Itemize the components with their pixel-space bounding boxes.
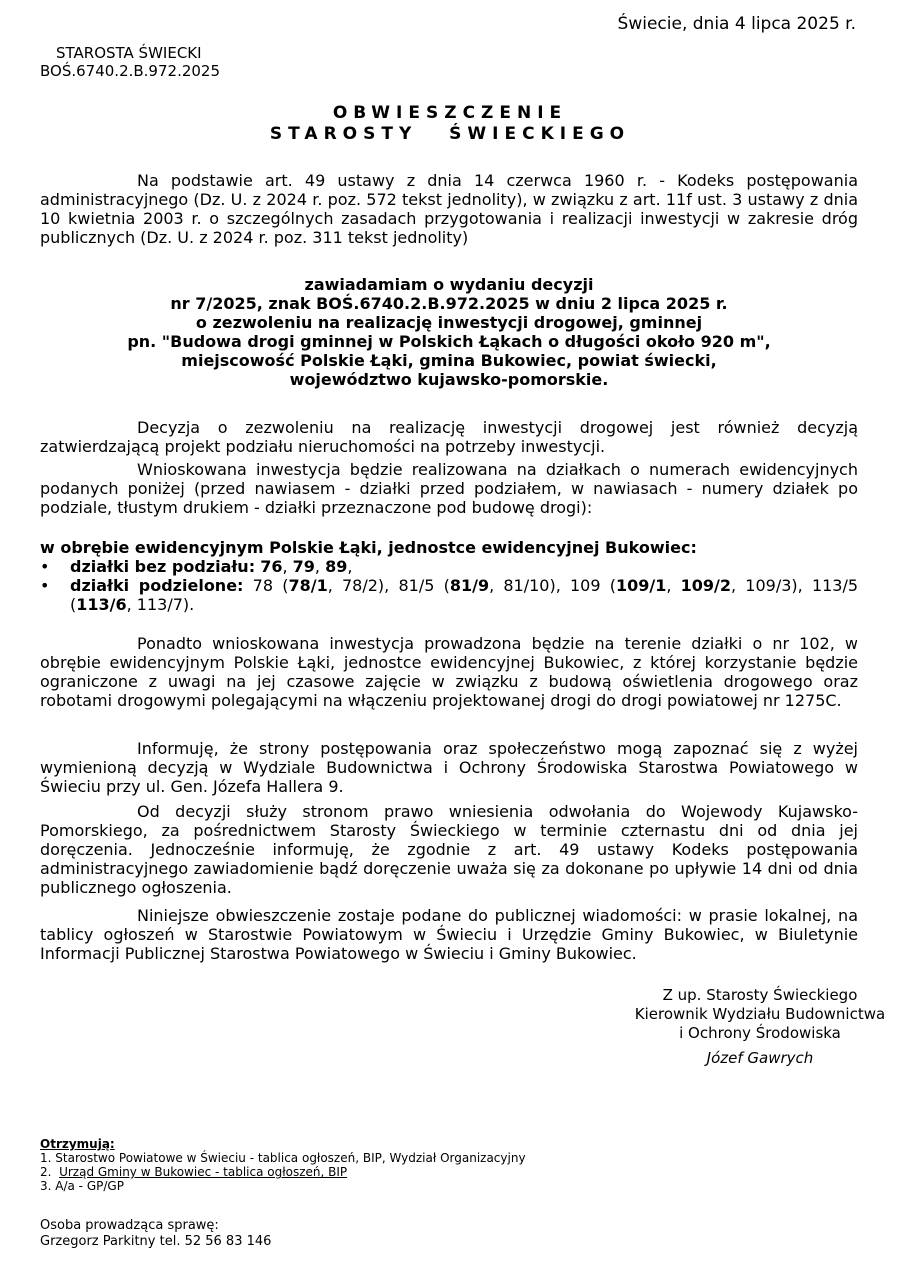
parcel-number: 81/9 [449,576,490,595]
signature-line-1: Z up. Starosty Świeckiego [662,986,858,1004]
title-line-2: STAROSTY ŚWIECKIEGO [269,124,631,144]
decision-line-5: miejscowość Polskie Łąki, gmina Bukowiec, powiat świecki, [181,351,717,370]
contact-block [40,1218,271,1250]
paragraph-publication: Niniejsze obwieszczenie zostaje podane do publicznej wiadomości: w prasie lokalnej, na tablicy ogłoszeń w Starostwie Powiatowym w Świeciu i Urzędzie Gminy Bukowiec, w Biuletynie Informacji Publicznej Starostwa Powiatowego w Świeciu i Gminy Bukowiec. [40,906,858,963]
parcel-number: 78/2 [341,576,378,595]
paragraph-parcels-intro: Wnioskowana inwestycja będzie realizowana na działkach o numerach ewidencyjnych podanych poniżej (przed nawiasem - działki przed podziałem, w nawiasach - numery działek po podziale, tłustym drukiem - działki przeznaczone pod budowę drogi): [40,460,858,517]
document-date: Świecie, dnia 4 lipca 2025 r. [617,14,856,34]
signature-line-3: i Ochrony Środowiska [679,1024,841,1042]
reference-number: BOŚ.6740.2.B.972.2025 [40,62,221,80]
contact-value: Grzegorz Parkitny tel. 52 56 83 146 [40,1234,272,1249]
undivided-label: działki bez podziału: [70,557,256,576]
parcel-number: 109/2 [680,576,732,595]
decision-line-2: nr 7/2025, znak BOŚ.6740.2.B.972.2025 w dniu 2 lipca 2025 r. [170,294,728,313]
bullet-icon: • [40,557,50,576]
parcel-number: 109/3 [745,576,792,595]
parcel-number: 81/10 [503,576,550,595]
parcels-heading: w obrębie ewidencyjnym Polskie Łąki, jednostce ewidencyjnej Bukowiec: [40,538,697,557]
parcel-number: 76 [260,557,283,576]
divided-label: działki podzielone: [70,576,244,595]
bullet-icon: • [40,576,50,595]
parcel-number: 113/6 [76,595,127,614]
recipient-item-underlined: Urząd Gminy w Bukowiec - tablica ogłoszeń, BIP [59,1165,348,1179]
paragraph-approval: Decyzja o zezwoleniu na realizację inwestycji drogowej jest również decyzją zatwierdzającą projekt podziału nieruchomości na potrzeby inwestycji. [40,418,858,456]
issuer-name: STAROSTA ŚWIECKI [56,44,202,62]
recipient-number: 2. [40,1165,60,1179]
signature-block [620,986,900,1068]
parcel-number: 79 [292,557,315,576]
decision-line-1: zawiadamiam o wydaniu decyzji [304,275,594,294]
recipients-heading: Otrzymują: [40,1137,115,1151]
parcels-bullet-undivided: • działki bez podziału: 76, 79, 89, [40,557,353,576]
recipient-item: 1. Starostwo Powiatowe w Świeciu - tablica ogłoszeń, BIP, Wydział Organizacyjny [40,1151,526,1165]
parcel-number: 81/5 [398,576,435,595]
signatory-name: Józef Gawrych [706,1049,814,1067]
title-line-1: OBWIESZCZENIE [332,103,568,123]
decision-line-3: o zezwoleniu na realizację inwestycji drogowej, gminnej [195,313,703,332]
parcel-number: 113/5 [811,576,859,595]
parcel-number: 109/1 [615,576,667,595]
recipients-list [40,1137,526,1193]
recipient-item: 3. A/a - GP/GP [40,1179,124,1193]
page-title [0,103,900,145]
contact-label: Osoba prowadząca sprawę: [40,1218,219,1233]
parcels-bullet-divided: • działki podzielone: 78 (78/1, 78/2), 81/5 (81/9, 81/10), 109 (109/1, 109/2, 109/3), 113/5 (113/6, 113/7). [40,576,859,614]
paragraph-inspection: Informuję, że strony postępowania oraz społeczeństwo mogą zapoznać się z wyżej wymienioną decyzją w Wydziale Budownictwa i Ochrony Środowiska Starostwa Powiatowego w Świeciu przy ul. Gen. Józefa Hallera 9. [40,739,858,796]
parcel-number: 78 [252,576,274,595]
paragraph-parcel-102: Ponadto wnioskowana inwestycja prowadzona będzie na terenie działki o nr 102, w obrębie ewidencyjnym Polskie Łąki, jednostce ewidencyjnej Bukowiec, z której korzystanie będzie ograniczone z uwagi na jej czasowe zajęcie w związku z budową oświetlenia drogowego oraz robotami drogowymi polegającymi na włączeniu projektowanej drogi do drogi powiatowej nr 1275C. [40,634,858,710]
parcel-number: 89 [325,557,348,576]
signature-line-2: Kierownik Wydziału Budownictwa [634,1005,886,1023]
parcels-section [40,538,858,614]
parcel-number: 109 [570,576,601,595]
decision-line-6: województwo kujawsko-pomorskie. [289,370,609,389]
paragraph-appeal: Od decyzji służy stronom prawo wniesienia odwołania do Wojewody Kujawsko-Pomorskiego, za pośrednictwem Starosty Świeckiego w terminie czternastu dni od dnia jej doręczenia. Jednocześnie informuję, że zgodnie z art. 49 ustawy Kodeks postępowania administracyjnego zawiadomienie bądź doręczenie uważa się za dokonane po upływie 14 dni od dnia publicznego ogłoszenia. [40,802,858,897]
parcel-number: 78/1 [288,576,328,595]
parcel-number: 113/7 [136,595,183,614]
decision-line-4: pn. "Budowa drogi gminnej w Polskich Łąkach o długości około 920 m", [127,332,771,351]
intro-paragraph: Na podstawie art. 49 ustawy z dnia 14 czerwca 1960 r. - Kodeks postępowania administracyjnego (Dz. U. z 2024 r. poz. 572 tekst jednolity), w związku z art. 11f ust. 3 ustawy z dnia 10 kwietnia 2003 r. o szczególnych zasadach przygotowania i realizacji inwestycji w zakresie dróg publicznych (Dz. U. z 2024 r. poz. 311 tekst jednolity) [40,171,858,247]
issuer-block [40,44,220,80]
recipient-item [40,1165,526,1179]
decision-block [40,275,858,389]
